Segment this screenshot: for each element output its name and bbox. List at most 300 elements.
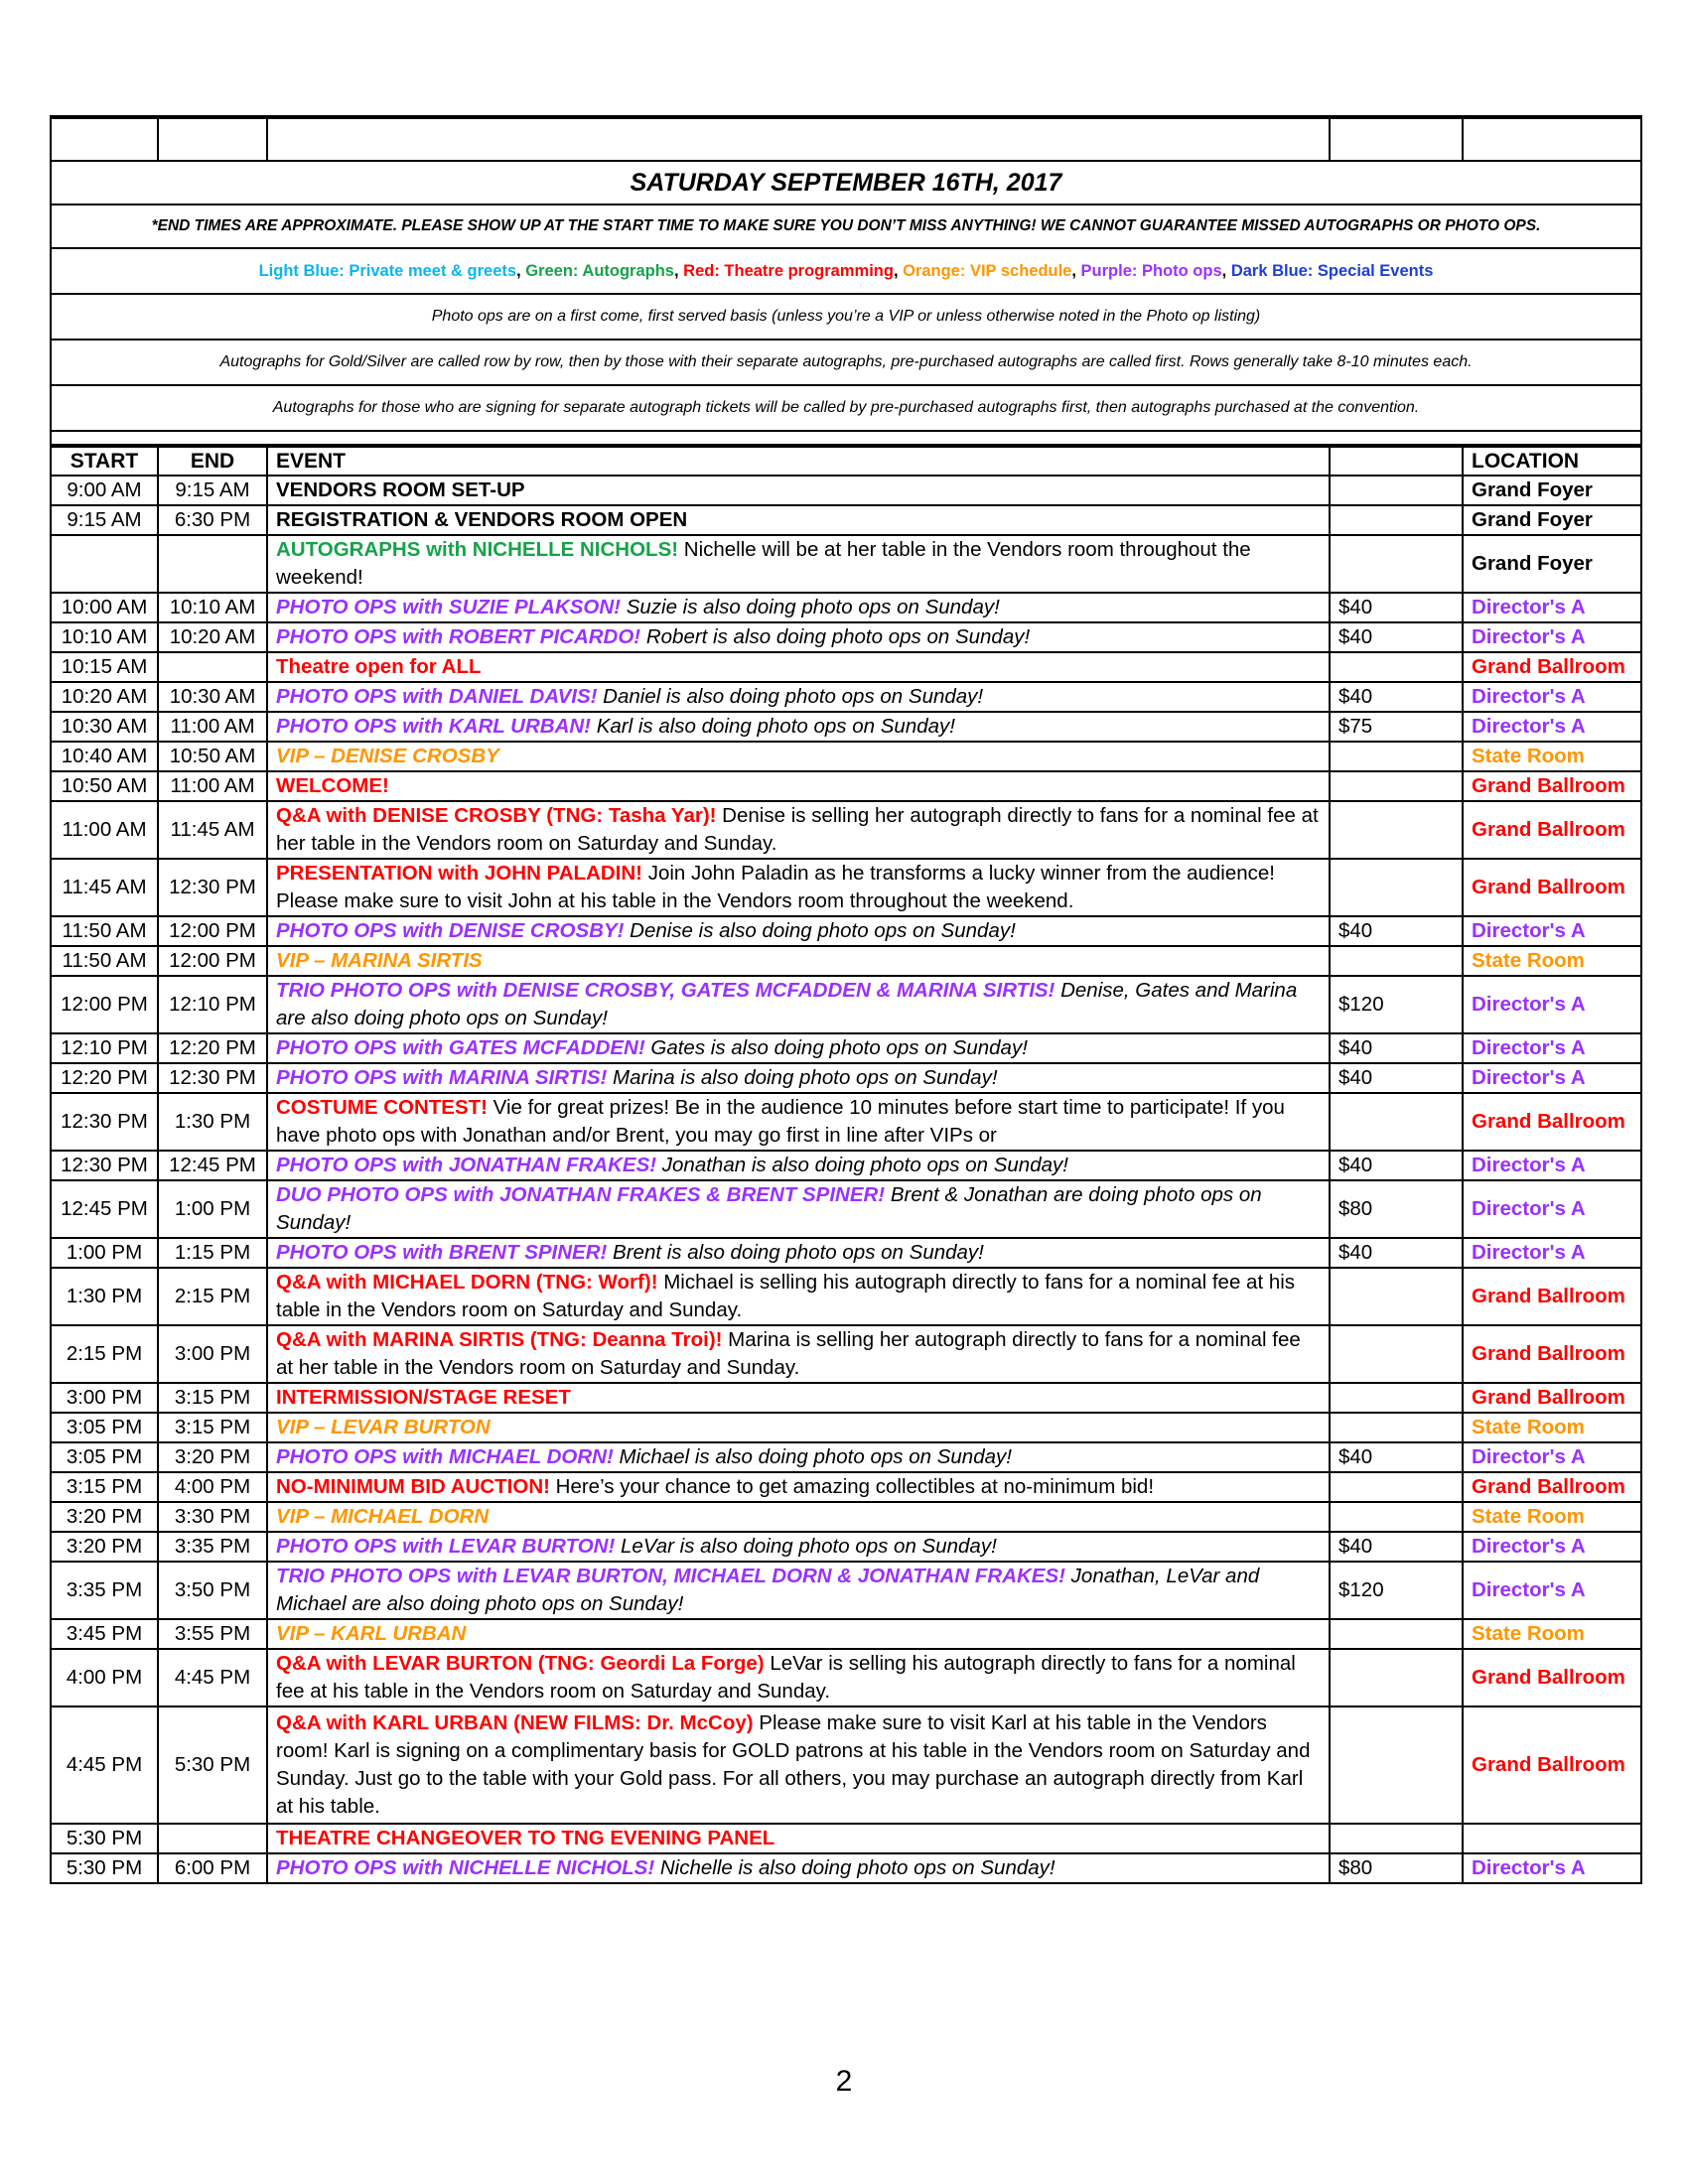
schedule-row	[51, 859, 1641, 916]
start-time: 12:30 PM	[51, 1093, 158, 1151]
location: Director's A	[1463, 682, 1641, 712]
event-description: Join John Paladin as he transforms a lucky winner from the audience! Please make sure to visit John at his table in the Vendors room throughout the weekend.	[276, 862, 1275, 912]
event-cell	[267, 1268, 1330, 1325]
event-title: THEATRE CHANGEOVER TO TNG EVENING PANEL	[276, 1827, 775, 1849]
schedule-row	[51, 1706, 1641, 1824]
price: $40	[1330, 622, 1463, 652]
event-title: PHOTO OPS with KARL URBAN!	[276, 715, 591, 738]
end-time: 6:30 PM	[158, 505, 267, 535]
schedule-row	[51, 1033, 1641, 1063]
location: Director's A	[1463, 593, 1641, 622]
event-title: PHOTO OPS with GATES MCFADDEN!	[276, 1036, 645, 1059]
col-price	[1330, 446, 1463, 476]
schedule-row	[51, 1853, 1641, 1883]
event-cell	[267, 1033, 1330, 1063]
event-cell	[267, 1532, 1330, 1562]
event-description: Karl is also doing photo ops on Sunday!	[591, 715, 955, 738]
photo-note-row	[51, 294, 1641, 340]
event-cell	[267, 476, 1330, 505]
end-time: 3:15 PM	[158, 1413, 267, 1442]
price	[1330, 946, 1463, 976]
event-title: AUTOGRAPHS with NICHELLE NICHOLS!	[276, 538, 679, 561]
event-title: PHOTO OPS with SUZIE PLAKSON!	[276, 596, 622, 618]
price	[1330, 535, 1463, 593]
location	[1463, 1824, 1641, 1853]
schedule-row	[51, 1562, 1641, 1619]
blank-top-row	[51, 117, 1641, 161]
schedule-row	[51, 652, 1641, 682]
location: Grand Ballroom	[1463, 1706, 1641, 1824]
start-time: 10:10 AM	[51, 622, 158, 652]
legend-row	[51, 248, 1641, 294]
end-time: 12:20 PM	[158, 1033, 267, 1063]
price	[1330, 1383, 1463, 1413]
start-time: 12:45 PM	[51, 1180, 158, 1238]
start-time: 10:50 AM	[51, 771, 158, 801]
event-description: Jonathan is also doing photo ops on Sunday!	[656, 1154, 1068, 1176]
event-title: VIP – DENISE CROSBY	[276, 745, 499, 767]
legend-orange: Orange: VIP schedule	[903, 261, 1072, 280]
schedule-row	[51, 1619, 1641, 1649]
schedule-row	[51, 1151, 1641, 1180]
price: $75	[1330, 712, 1463, 742]
event-description: Denise, Gates and Marina are also doing photo ops on Sunday!	[276, 979, 1298, 1029]
end-time: 1:15 PM	[158, 1238, 267, 1268]
start-time: 1:00 PM	[51, 1238, 158, 1268]
start-time: 3:05 PM	[51, 1413, 158, 1442]
page-title: SATURDAY SEPTEMBER 16TH, 2017	[51, 161, 1641, 205]
location: Director's A	[1463, 1151, 1641, 1180]
schedule-row	[51, 1268, 1641, 1325]
event-cell	[267, 652, 1330, 682]
end-time: 3:35 PM	[158, 1532, 267, 1562]
price	[1330, 1502, 1463, 1532]
schedule-row	[51, 622, 1641, 652]
location: Grand Ballroom	[1463, 1093, 1641, 1151]
legend-sep: ,	[516, 261, 526, 280]
event-cell	[267, 1442, 1330, 1472]
price	[1330, 1472, 1463, 1502]
start-time: 1:30 PM	[51, 1268, 158, 1325]
event-title: WELCOME!	[276, 774, 389, 797]
event-description: Nichelle is also doing photo ops on Sunday!	[654, 1856, 1055, 1879]
event-description: Brent & Jonathan are doing photo ops on Sunday!	[276, 1183, 1262, 1234]
event-description: Nichelle will be at her table in the Vendors room throughout the weekend!	[276, 538, 1251, 589]
event-description: Michael is selling his autograph directly to fans for a nominal fee at his table in the Vendors room on Saturday and Sunday.	[276, 1271, 1296, 1321]
price	[1330, 1649, 1463, 1706]
col-end: END	[158, 446, 267, 476]
end-time: 3:50 PM	[158, 1562, 267, 1619]
event-title: PHOTO OPS with DENISE CROSBY!	[276, 919, 625, 942]
location: Grand Ballroom	[1463, 859, 1641, 916]
location: Director's A	[1463, 1442, 1641, 1472]
end-time: 12:10 PM	[158, 976, 267, 1033]
event-cell	[267, 859, 1330, 916]
start-time: 12:10 PM	[51, 1033, 158, 1063]
price: $40	[1330, 682, 1463, 712]
event-description: Marina is selling her autograph directly to fans for a nominal fee at her table in the Vendors room on Saturday and Sunday.	[276, 1328, 1301, 1379]
price: $40	[1330, 1532, 1463, 1562]
price	[1330, 1706, 1463, 1824]
event-title: PHOTO OPS with LEVAR BURTON!	[276, 1535, 616, 1558]
schedule-row	[51, 771, 1641, 801]
event-cell	[267, 1413, 1330, 1442]
location: Grand Ballroom	[1463, 1268, 1641, 1325]
approximate-times-note: *END TIMES ARE APPROXIMATE. PLEASE SHOW UP AT THE START TIME TO MAKE SURE YOU DON’T MISS ANYTHING! WE CANNOT GUARANTEE MISSED AUTOGRAPHS OR PHOTO OPS.	[51, 205, 1641, 248]
schedule-row	[51, 1532, 1641, 1562]
schedule-row	[51, 712, 1641, 742]
location: State Room	[1463, 946, 1641, 976]
end-time: 4:45 PM	[158, 1649, 267, 1706]
end-time: 12:30 PM	[158, 859, 267, 916]
start-time: 5:30 PM	[51, 1853, 158, 1883]
start-time: 12:00 PM	[51, 976, 158, 1033]
event-title: Q&A with MARINA SIRTIS (TNG: Deanna Troi)!	[276, 1328, 723, 1351]
event-description: Jonathan, LeVar and Michael are also doing photo ops on Sunday!	[276, 1565, 1260, 1615]
legend-sep: ,	[1071, 261, 1081, 280]
event-title: Theatre open for ALL	[276, 655, 482, 678]
end-time	[158, 1824, 267, 1853]
event-description: Here’s your chance to get amazing collectibles at no-minimum bid!	[549, 1475, 1155, 1498]
event-description: Marina is also doing photo ops on Sunday!	[607, 1066, 998, 1089]
event-title: PRESENTATION with JOHN PALADIN!	[276, 862, 642, 885]
event-title: Q&A with LEVAR BURTON (TNG: Geordi La Forge)	[276, 1652, 765, 1675]
legend-light-blue: Light Blue: Private meet & greets	[258, 261, 517, 280]
start-time: 3:00 PM	[51, 1383, 158, 1413]
event-cell	[267, 622, 1330, 652]
start-time: 11:50 AM	[51, 946, 158, 976]
event-cell	[267, 1853, 1330, 1883]
end-time: 2:15 PM	[158, 1268, 267, 1325]
price	[1330, 505, 1463, 535]
start-time: 3:35 PM	[51, 1562, 158, 1619]
event-description: Michael is also doing photo ops on Sunday!	[613, 1445, 1012, 1468]
schedule-row	[51, 1238, 1641, 1268]
location: Grand Ballroom	[1463, 771, 1641, 801]
start-time: 3:15 PM	[51, 1472, 158, 1502]
schedule-row	[51, 1383, 1641, 1413]
event-description: Daniel is also doing photo ops on Sunday!	[597, 685, 984, 708]
event-title: PHOTO OPS with JONATHAN FRAKES!	[276, 1154, 657, 1176]
event-description: LeVar is selling his autograph directly to fans for a nominal fee at his table in the Vendors room on Saturday and Sunday.	[276, 1652, 1296, 1703]
end-time: 12:00 PM	[158, 916, 267, 946]
location: Director's A	[1463, 1238, 1641, 1268]
event-description: Robert is also doing photo ops on Sunday!	[640, 625, 1031, 648]
schedule-table	[50, 115, 1642, 1884]
price: $120	[1330, 1562, 1463, 1619]
col-event: EVENT	[267, 446, 1330, 476]
event-title: Q&A with KARL URBAN (NEW FILMS: Dr. McCoy)	[276, 1711, 754, 1734]
location: Director's A	[1463, 1532, 1641, 1562]
start-time: 12:20 PM	[51, 1063, 158, 1093]
event-cell	[267, 1151, 1330, 1180]
event-description: Brent is also doing photo ops on Sunday!	[607, 1241, 984, 1264]
location: Director's A	[1463, 1180, 1641, 1238]
end-time: 12:45 PM	[158, 1151, 267, 1180]
location: Grand Ballroom	[1463, 1325, 1641, 1383]
location: Grand Ballroom	[1463, 1472, 1641, 1502]
schedule-row	[51, 535, 1641, 593]
event-cell	[267, 593, 1330, 622]
event-title: PHOTO OPS with DANIEL DAVIS!	[276, 685, 598, 708]
start-time	[51, 535, 158, 593]
event-description: Denise is selling her autograph directly to fans for a nominal fee at her table in the Vendors room on Saturday and Sunday.	[276, 804, 1319, 855]
end-time: 11:00 AM	[158, 712, 267, 742]
event-title: Q&A with MICHAEL DORN (TNG: Worf)!	[276, 1271, 658, 1294]
end-time: 3:20 PM	[158, 1442, 267, 1472]
schedule-row	[51, 1325, 1641, 1383]
event-description: Gates is also doing photo ops on Sunday!	[644, 1036, 1028, 1059]
start-time: 12:30 PM	[51, 1151, 158, 1180]
start-time: 9:15 AM	[51, 505, 158, 535]
price	[1330, 1413, 1463, 1442]
end-time: 11:45 AM	[158, 801, 267, 859]
event-description: Vie for great prizes! Be in the audience 10 minutes before start time to participate! If you have photo ops with Jonathan and/or Brent, you may go first in line after VIPs or	[276, 1096, 1285, 1147]
event-title: PHOTO OPS with MARINA SIRTIS!	[276, 1066, 608, 1089]
price: $40	[1330, 1033, 1463, 1063]
event-title: VIP – LEVAR BURTON	[276, 1416, 491, 1438]
event-title: REGISTRATION & VENDORS ROOM OPEN	[276, 508, 688, 531]
location: State Room	[1463, 1619, 1641, 1649]
end-time: 10:30 AM	[158, 682, 267, 712]
start-time: 5:30 PM	[51, 1824, 158, 1853]
end-time: 3:00 PM	[158, 1325, 267, 1383]
end-time: 10:10 AM	[158, 593, 267, 622]
legend-green: Green: Autographs	[525, 261, 674, 280]
start-time: 3:20 PM	[51, 1532, 158, 1562]
price: $80	[1330, 1853, 1463, 1883]
legend-sep: ,	[893, 261, 904, 280]
event-cell	[267, 682, 1330, 712]
photo-ops-note: Photo ops are on a first come, first served basis (unless you’re a VIP or unless otherwise noted in the Photo op listing)	[51, 294, 1641, 340]
event-title: PHOTO OPS with NICHELLE NICHOLS!	[276, 1856, 655, 1879]
legend-sep: ,	[673, 261, 684, 280]
end-time: 10:20 AM	[158, 622, 267, 652]
end-time: 6:00 PM	[158, 1853, 267, 1883]
schedule-row	[51, 1180, 1641, 1238]
event-title: PHOTO OPS with MICHAEL DORN!	[276, 1445, 614, 1468]
gold-silver-note: Autographs for Gold/Silver are called row by row, then by those with their separate autographs, pre-purchased autographs are called first. Rows generally take 8-10 minutes each.	[51, 340, 1641, 385]
event-cell	[267, 742, 1330, 771]
end-time: 10:50 AM	[158, 742, 267, 771]
event-cell	[267, 1383, 1330, 1413]
price: $40	[1330, 593, 1463, 622]
event-cell	[267, 1093, 1330, 1151]
gold-note-row	[51, 340, 1641, 385]
event-title: VIP – MICHAEL DORN	[276, 1505, 490, 1528]
price: $40	[1330, 1238, 1463, 1268]
event-cell	[267, 1063, 1330, 1093]
legend-red: Red: Theatre programming	[683, 261, 894, 280]
location: Director's A	[1463, 712, 1641, 742]
location: Director's A	[1463, 1853, 1641, 1883]
event-cell	[267, 1649, 1330, 1706]
start-time: 11:45 AM	[51, 859, 158, 916]
page-number: 2	[835, 2065, 853, 2098]
event-cell	[267, 1706, 1330, 1824]
price: $40	[1330, 1151, 1463, 1180]
location: Director's A	[1463, 976, 1641, 1033]
end-time: 12:30 PM	[158, 1063, 267, 1093]
end-time: 12:00 PM	[158, 946, 267, 976]
start-time: 4:45 PM	[51, 1706, 158, 1824]
schedule-row	[51, 801, 1641, 859]
schedule-row	[51, 593, 1641, 622]
event-title: PHOTO OPS with BRENT SPINER!	[276, 1241, 608, 1264]
price	[1330, 742, 1463, 771]
location: Grand Ballroom	[1463, 652, 1641, 682]
event-title: DUO PHOTO OPS with JONATHAN FRAKES & BRENT SPINER!	[276, 1183, 886, 1206]
event-description: Denise is also doing photo ops on Sunday!	[624, 919, 1016, 942]
event-title: COSTUME CONTEST!	[276, 1096, 488, 1119]
separate-autograph-note: Autographs for those who are signing for separate autograph tickets will be called by pre-purchased autographs first, then autographs purchased at the convention.	[51, 385, 1641, 431]
start-time: 3:20 PM	[51, 1502, 158, 1532]
start-time: 9:00 AM	[51, 476, 158, 505]
legend-sep: ,	[1221, 261, 1231, 280]
spacer-row	[51, 431, 1641, 446]
start-time: 3:45 PM	[51, 1619, 158, 1649]
event-title: VIP – MARINA SIRTIS	[276, 949, 483, 972]
schedule-row	[51, 946, 1641, 976]
event-cell	[267, 1238, 1330, 1268]
event-description: Suzie is also doing photo ops on Sunday!	[621, 596, 1000, 618]
event-cell	[267, 801, 1330, 859]
end-time: 9:15 AM	[158, 476, 267, 505]
price: $40	[1330, 1063, 1463, 1093]
location: Director's A	[1463, 1063, 1641, 1093]
schedule-row	[51, 742, 1641, 771]
location: Grand Foyer	[1463, 535, 1641, 593]
start-time: 3:05 PM	[51, 1442, 158, 1472]
schedule-row	[51, 1824, 1641, 1853]
schedule-row	[51, 682, 1641, 712]
title-row	[51, 161, 1641, 205]
location: Grand Ballroom	[1463, 1383, 1641, 1413]
location: Director's A	[1463, 1033, 1641, 1063]
price	[1330, 1824, 1463, 1853]
location: Grand Ballroom	[1463, 1649, 1641, 1706]
legend-purple: Purple: Photo ops	[1080, 261, 1222, 280]
event-cell	[267, 976, 1330, 1033]
start-time: 10:20 AM	[51, 682, 158, 712]
event-cell	[267, 916, 1330, 946]
end-time: 11:00 AM	[158, 771, 267, 801]
start-time: 4:00 PM	[51, 1649, 158, 1706]
event-cell	[267, 712, 1330, 742]
price	[1330, 1325, 1463, 1383]
location: Director's A	[1463, 1562, 1641, 1619]
event-description: LeVar is also doing photo ops on Sunday!	[615, 1535, 997, 1558]
price: $80	[1330, 1180, 1463, 1238]
legend-dark-blue: Dark Blue: Special Events	[1230, 261, 1434, 280]
event-cell	[267, 771, 1330, 801]
schedule-row	[51, 916, 1641, 946]
event-cell	[267, 1824, 1330, 1853]
end-time: 3:30 PM	[158, 1502, 267, 1532]
schedule-row	[51, 476, 1641, 505]
location: State Room	[1463, 742, 1641, 771]
event-cell	[267, 505, 1330, 535]
location: State Room	[1463, 1413, 1641, 1442]
end-time: 3:55 PM	[158, 1619, 267, 1649]
price	[1330, 1093, 1463, 1151]
end-time: 5:30 PM	[158, 1706, 267, 1824]
schedule-row	[51, 1442, 1641, 1472]
event-description: Please make sure to visit Karl at his table in the Vendors room! Karl is signing on a complimentary basis for GOLD patrons at his table in the Vendors room on Saturday and Sunday. Just go to the table with your Gold pass. For all others, you may purchase an autograph directly from Karl at his table.	[276, 1711, 1311, 1818]
schedule-row	[51, 1093, 1641, 1151]
schedule-row	[51, 976, 1641, 1033]
price	[1330, 801, 1463, 859]
end-time	[158, 535, 267, 593]
price	[1330, 652, 1463, 682]
price	[1330, 1268, 1463, 1325]
event-title: Q&A with DENISE CROSBY (TNG: Tasha Yar)!	[276, 804, 717, 827]
start-time: 2:15 PM	[51, 1325, 158, 1383]
event-title: TRIO PHOTO OPS with LEVAR BURTON, MICHAEL DORN & JONATHAN FRAKES!	[276, 1565, 1065, 1587]
col-start: START	[51, 446, 158, 476]
price	[1330, 1619, 1463, 1649]
end-time	[158, 652, 267, 682]
separate-note-row	[51, 385, 1641, 431]
schedule-row	[51, 1502, 1641, 1532]
note-row	[51, 205, 1641, 248]
event-title: VIP – KARL URBAN	[276, 1622, 467, 1645]
event-title: NO-MINIMUM BID AUCTION!	[276, 1475, 550, 1498]
start-time: 10:30 AM	[51, 712, 158, 742]
column-header-row	[51, 446, 1641, 476]
location: Grand Foyer	[1463, 505, 1641, 535]
end-time: 1:30 PM	[158, 1093, 267, 1151]
event-title: VENDORS ROOM SET-UP	[276, 478, 525, 501]
event-cell	[267, 1472, 1330, 1502]
color-legend	[51, 248, 1641, 294]
location: State Room	[1463, 1502, 1641, 1532]
location: Grand Ballroom	[1463, 801, 1641, 859]
schedule-row	[51, 1413, 1641, 1442]
end-time: 3:15 PM	[158, 1383, 267, 1413]
schedule-row	[51, 1649, 1641, 1706]
event-cell	[267, 946, 1330, 976]
end-time: 4:00 PM	[158, 1472, 267, 1502]
event-cell	[267, 1180, 1330, 1238]
event-cell	[267, 1619, 1330, 1649]
start-time: 10:00 AM	[51, 593, 158, 622]
event-title: PHOTO OPS with ROBERT PICARDO!	[276, 625, 641, 648]
col-location: LOCATION	[1463, 446, 1641, 476]
start-time: 11:50 AM	[51, 916, 158, 946]
event-cell	[267, 1502, 1330, 1532]
location: Grand Foyer	[1463, 476, 1641, 505]
event-cell	[267, 1325, 1330, 1383]
start-time: 10:40 AM	[51, 742, 158, 771]
price	[1330, 859, 1463, 916]
schedule-row	[51, 505, 1641, 535]
event-title: INTERMISSION/STAGE RESET	[276, 1386, 571, 1409]
schedule-row	[51, 1063, 1641, 1093]
price: $40	[1330, 1442, 1463, 1472]
location: Director's A	[1463, 622, 1641, 652]
price: $120	[1330, 976, 1463, 1033]
price: $40	[1330, 916, 1463, 946]
event-title: TRIO PHOTO OPS with DENISE CROSBY, GATES MCFADDEN & MARINA SIRTIS!	[276, 979, 1055, 1002]
price	[1330, 476, 1463, 505]
start-time: 10:15 AM	[51, 652, 158, 682]
schedule-body	[51, 117, 1641, 1883]
price	[1330, 771, 1463, 801]
end-time: 1:00 PM	[158, 1180, 267, 1238]
event-cell	[267, 535, 1330, 593]
location: Director's A	[1463, 916, 1641, 946]
